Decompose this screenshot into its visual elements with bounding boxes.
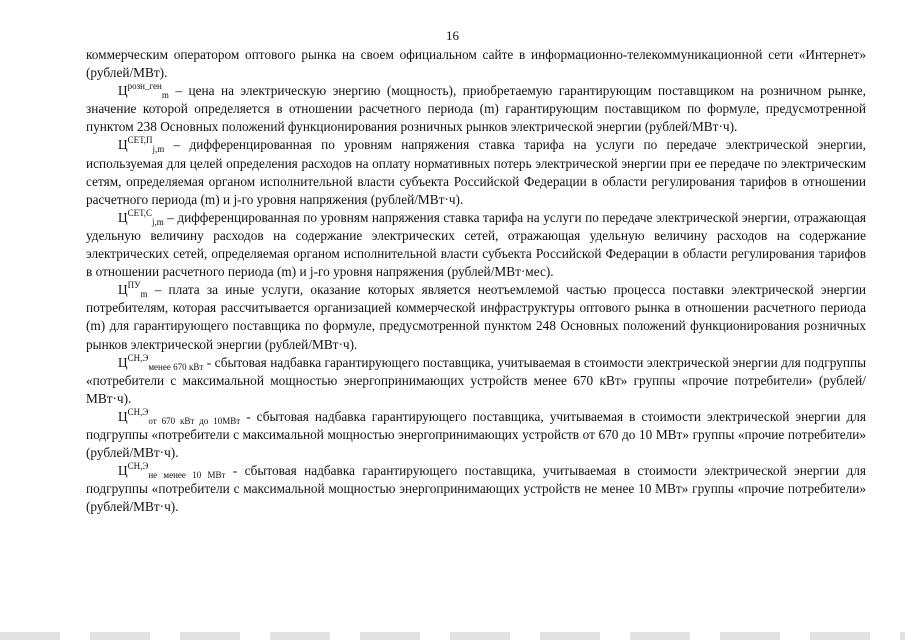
formula-symbol: $Ц^{розн\_ген}_m$ (118, 81, 169, 101)
paragraph-text: - сбытовая надбавка гарантирующего поставщика, учитываемая в стоимости электрической энергии для подгруппы «потребители с максимальной мощностью энергопринимающих устройств не менее 10 МВт» группы «прочие потребители» (рублей/МВт·ч). (86, 463, 866, 515)
paragraph-text: - сбытовая надбавка гарантирующего поставщика, учитываемая в стоимости электрической энергии для подгруппы «потребители с максимальной мощностью энергопринимающих устройств от 670 до 10 МВт» группы «прочие потребители» (рублей/МВт·ч). (86, 408, 866, 461)
paragraph-text: – плата за иные услуги, оказание которых является неотъемлемой частью процесса поставки электрической энергии потребителям, которая рассчитывается организацией коммерческой инфраструктуры оптового рынка в отношении расчетного периода (m) для гарантирующего поставщика по формуле, предусмотренной пунктом 248 Основных положений функционирования розничных рынков электрической энергии (рублей/МВт·ч). (86, 282, 866, 352)
paragraph-text: - сбытовая надбавка гарантирующего поставщика, учитываемая в стоимости электрической энергии для подгруппы «потребители с максимальной мощностью энергопринимающих устройств менее 670 кВт» группы «прочие потребители» (рублей/МВт·ч). (86, 354, 867, 406)
formula-symbol: $Ц^{СЕТ,С}_{j,m}$ (118, 207, 164, 227)
definition-markup-670kw-10mw (86, 408, 866, 462)
formula-symbol: $Ц^{СЕТ,П}_{j,m}$ (118, 135, 165, 155)
formula-symbol: $Ц^{СН,Э}_{от 670 кВт до 10МВт}$ (118, 406, 241, 426)
paragraph-continuation (86, 46, 866, 82)
definition-markup-under-670kw (86, 354, 866, 408)
definition-losses-tariff (86, 136, 866, 208)
scan-edge-shadow (0, 632, 905, 640)
page-number: 16 (446, 28, 459, 43)
formula-symbol: $Ц^{СН,Э}_{не менее 10 МВт}$ (118, 461, 226, 481)
formula-symbol: $Ц^{СН,Э}_{менее 670 кВт}$ (118, 352, 204, 372)
document-body (86, 46, 866, 516)
definition-markup-over-10mw (86, 462, 866, 516)
paragraph-text: коммерческим оператором оптового рынка на своем официальном сайте в информационно-телекоммуникационной сети «Интернет» (рублей/МВт). (86, 47, 866, 81)
formula-symbol: $Ц^{ПУ}_m$ (118, 280, 148, 300)
definition-other-services-fee (86, 281, 866, 353)
definition-grid-maintenance-tariff (86, 209, 866, 281)
paragraph-text: – цена на электрическую энергию (мощность), приобретаемую гарантирующим поставщиком на розничном рынке, значение которой определяется в отношении расчетного периода (m) гарантирующим поставщиком по формуле, предусмотренной пунктом 238 Основных положений функционирования розничных рынков электрической энергии (рублей/МВт·ч). (86, 83, 866, 135)
paragraph-text: – дифференцированная по уровням напряжения ставка тарифа на услуги по передаче электрической энергии, используемая для целей определения расходов на оплату нормативных потерь электрической энергии при ее передаче по электрическим сетям, определяемая органом исполнительной власти субъекта Российской Федерации в области регулирования тарифов в отношении расчетного периода (m) и j-го уровня напряжения (рублей/МВт·ч). (86, 137, 866, 207)
definition-retail-price (86, 82, 866, 136)
paragraph-text: – дифференцированная по уровням напряжения ставка тарифа на услуги по передаче электрической энергии, отражающая удельную величину расходов на содержание электрических сетей, отражающая удельную величину расходов на содержание электрических сетей, определяемая органом исполнительной власти субъекта Российской Федерации в области регулирования тарифов в отношении расчетного периода (m) и j-го уровня напряжения (рублей/МВт·мес). (86, 209, 866, 280)
